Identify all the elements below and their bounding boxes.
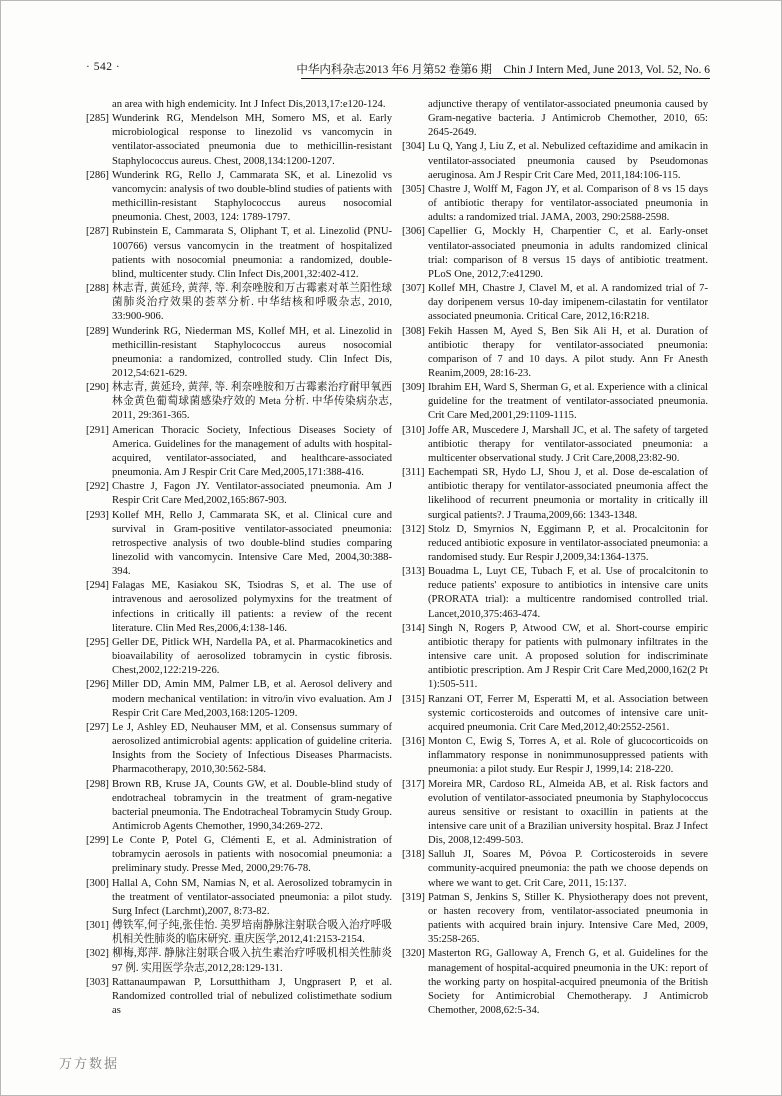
reference-number: [303] [86, 976, 109, 988]
reference-number: [298] [86, 778, 109, 790]
reference-text: Lu Q, Yang J, Liu Z, et al. Nebulized ceftazidime and amikacin in ventilator-associated pneumonia caused by Pseudomonas aeruginosa. Am J Respir Crit Care Med, 2011,184:106-115. [428, 141, 708, 181]
reference-item [86, 480, 392, 508]
reference-number: [288] [86, 283, 109, 295]
reference-item [402, 424, 708, 466]
reference-number: [289] [86, 325, 109, 337]
reference-item [86, 976, 392, 1018]
reference-number: [316] [402, 736, 425, 748]
reference-number: [319] [402, 891, 425, 903]
reference-text: Chastre J, Fagon JY. Ventilator-associated pneumonia. Am J Respir Crit Care Med,2002,165:867-903. [112, 481, 392, 507]
reference-item [402, 622, 708, 693]
reference-text: Eachempati SR, Hydo LJ, Shou J, et al. Dose de-escalation of antibiotic therapy for ventilator-associated pneumonia affect the likelihood of recurrent pneumonia or mortality in critically ill surgical patients?. J Trauma,2009,66: 1343-1348. [428, 467, 708, 521]
reference-item [402, 282, 708, 324]
reference-item [86, 579, 392, 636]
reference-number: [308] [402, 325, 425, 337]
references-left-column [86, 98, 392, 1018]
reference-text: Patman S, Jenkins S, Stiller K. Physiotherapy does not prevent, or hasten recovery from, ventilator-associated pneumonia in patients with acquired brain injury. Intensive Care Med, 2009, 35:258-265. [428, 891, 708, 946]
reference-number: [306] [402, 226, 425, 238]
reference-text: Fekih Hassen M, Ayed S, Ben Sik Ali H, et al. Duration of antibiotic therapy for ventilator-associated pneumonia: comparison of 7 and 10 days. A pilot study. Ann Fr Anesth Reanim,2009, 28:16-23. [428, 325, 708, 379]
reference-text: 柳梅,郑萍. 静脉注射联合吸入抗生素治疗呼吸机相关性肺炎 97 例. 实用医学杂志,2012,28:129-131. [112, 948, 392, 974]
reference-text: 林志青, 黄延玲, 黄萍, 等. 利奈唑胺和万古霉素对革兰阳性球菌肺炎治疗效果的荟萃分析. 中华结核和呼吸杂志, 2010, 33:900-906. [112, 283, 392, 323]
reference-text: Ranzani OT, Ferrer M, Esperatti M, et al. Association between systemic corticosteroids and outcomes of intensive care unit-acquired pneumonia. Crit Care Med,2012,40:2552-2561. [428, 693, 708, 733]
reference-item [402, 565, 708, 622]
reference-item [86, 877, 392, 919]
reference-item [402, 466, 708, 523]
reference-item [402, 848, 708, 890]
reference-item [86, 325, 392, 382]
reference-list-right [402, 140, 708, 1018]
reference-number: [307] [402, 283, 425, 295]
reference-number: [291] [86, 424, 109, 436]
reference-text: Geller DE, Pitlick WH, Nardella PA, et al. Pharmacokinetics and bioavailability of aerosolized tobramycin in cystic fibrosis. Chest,2002,122:219-226. [112, 636, 392, 677]
reference-item [402, 183, 708, 225]
reference-number: [302] [86, 948, 109, 960]
reference-text: Hallal A, Cohn SM, Namias N, et al. Aerosolized tobramycin in the treatment of ventilator-associated pneumonia: a pilot study. Surg Infect (Larchmt),2007, 8:73-82. [112, 877, 392, 917]
reference-number: [311] [402, 467, 425, 479]
reference-text: 傅铁军,何子纯,张佳怡. 美罗培南静脉注射联合吸入治疗呼吸机相关性肺炎的临床研究. 重庆医学,2012,41:2153-2154. [112, 920, 392, 946]
reference-number: [294] [86, 580, 109, 592]
reference-text: Singh N, Rogers P, Atwood CW, et al. Short-course empiric antibiotic therapy for patients with pulmonary infiltrates in the intensive care unit. A proposed solution for indiscriminate antibiotic prescription. Am J Respir Crit Care Med,2000,162(2 Pt 1):505-511. [428, 622, 708, 691]
reference-number: [309] [402, 382, 425, 394]
reference-list-left [86, 112, 392, 1018]
reference-item [402, 381, 708, 423]
reference-text: American Thoracic Society, Infectious Diseases Society of America. Guidelines for the management of adults with hospital-acquired, ventilator-associated, and healthcare-associated pneumonia. Am J Respir Crit Care Med,2005,171:388-416. [112, 424, 392, 479]
reference-text: Rubinstein E, Cammarata S, Oliphant T, et al. Linezolid (PNU-100766) versus vancomycin in the treatment of hospitalized patients with nosocomial pneumonia: a randomized, double-blind, multicenter study. Clin Infect Dis,2001,32:402-412. [112, 226, 392, 280]
reference-number: [301] [86, 920, 109, 932]
reference-text: Brown RB, Kruse JA, Counts GW, et al. Double-blind study of endotracheal tobramycin in the treatment of gram-negative bacterial pneumonia. The Endotracheal Tobramycin Study Group. Antimicrob Agents Chemother, 1990,34:269-272. [112, 778, 392, 832]
reference-number: [318] [402, 849, 425, 861]
reference-number: [304] [402, 141, 425, 153]
reference-text: Ibrahim EH, Ward S, Sherman G, et al. Experience with a clinical guideline for the treatment of ventilator-associated pneumonia. Crit Care Med,2001,29:1109-1115. [428, 382, 708, 422]
reference-number: [320] [402, 948, 425, 960]
reference-number: [290] [86, 382, 109, 394]
reference-number: [296] [86, 679, 109, 691]
reference-item [86, 169, 392, 226]
reference-text: Monton C, Ewig S, Torres A, et al. Role of glucocorticoids on inflammatory response in nonimmunosuppressed patients with pneumonia: a pilot study. Eur Respir J, 1999,14: 218-220. [428, 736, 708, 776]
reference-text: 林志青, 黄延玲, 黄萍, 等. 利奈唑胺和万古霉素治疗耐甲氧西林金黄色葡萄球菌感染疗效的 Meta 分析. 中华传染病杂志, 2011, 29:361-365. [112, 382, 392, 422]
reference-item [86, 636, 392, 678]
reference-item [402, 735, 708, 777]
reference-text: Salluh JI, Soares M, Póvoa P. Corticosteroids in severe community-acquired pneumonia: the path we choose depends on where we want to get. Crit Care, 2011, 15:137. [428, 849, 708, 889]
reference-number: [310] [402, 424, 425, 436]
reference-number: [305] [402, 183, 425, 195]
reference-text: Moreira MR, Cardoso RL, Almeida AB, et al. Risk factors and evolution of ventilator-associated pneumonia by Staphylococcus aureus sensitive or resistant to oxacillin in patients at the intensive care unit of a Brazilian university hospital. Braz J Infect Dis, 2008,12:499-503. [428, 778, 708, 847]
reference-text: Wunderink RG, Niederman MS, Kollef MH, et al. Linezolid in methicillin-resistant Staphylococcus aureus nosocomial pneumonia: a randomized, controlled study. Clin Infect Dis, 2012,54:621-629. [112, 325, 392, 379]
reference-number: [315] [402, 693, 425, 705]
reference-number: [300] [86, 877, 109, 889]
reference-number: [287] [86, 226, 109, 238]
reference-item [402, 140, 708, 182]
reference-number: [317] [402, 778, 425, 790]
reference-text: Stolz D, Smyrnios N, Eggimann P, et al. Procalcitonin for reduced antibiotic exposure in ventilator-associated pneumonia: a randomised study. Eur Respir J,2009,34:1364-1375. [428, 523, 708, 563]
reference-text: Le Conte P, Potel G, Clémenti E, et al. Administration of tobramycin aerosols in patients with nosocomial pneumonia: a preliminary study. Presse Med, 2000,29:76-78. [112, 835, 392, 875]
references-right-column [402, 98, 708, 1018]
reference-carryover: adjunctive therapy of ventilator-associated pneumonia caused by Gram-negative bacteria. J Antimicrob Chemother, 2010, 65: 2645-2649. [428, 99, 708, 139]
reference-number: [297] [86, 721, 109, 733]
reference-item [402, 891, 708, 948]
reference-text: Bouadma L, Luyt CE, Tubach F, et al. Use of procalcitonin to reduce patients' exposure to antibiotics in intensive care units (PRORATA trial): a multicentre randomised controlled trial. Lancet,2010,375:463-474. [428, 566, 708, 620]
reference-item [86, 678, 392, 720]
reference-number: [314] [402, 622, 425, 634]
journal-header-line: 中华内科杂志2013 年6 月第52 卷第6 期 Chin J Intern Med, June 2013, Vol. 52, No. 6 [296, 64, 710, 76]
reference-text: Le J, Ashley ED, Neuhauser MM, et al. Consensus summary of aerosolized antimicrobial agents: application of guideline criteria. Insights from the Society of Infectious Diseases Pharmacists. Pharmacotherapy, 2010,30:562-584. [112, 721, 392, 776]
reference-item [86, 112, 392, 169]
reference-item [86, 919, 392, 947]
reference-text: Rattanaumpawan P, Lorsutthitham J, Ungprasert P, et al. Randomized controlled trial of nebulized colistimethate sodium as [112, 976, 392, 1016]
reference-number: [292] [86, 481, 109, 493]
reference-number: [295] [86, 636, 109, 648]
reference-text: Joffe AR, Muscedere J, Marshall JC, et al. The safety of targeted antibiotic therapy for ventilator-associated pneumonia: a multicenter observational study. J Crit Care,2008,23:82-90. [428, 424, 708, 464]
reference-item [86, 381, 392, 423]
reference-item [402, 225, 708, 282]
reference-item [402, 523, 708, 565]
reference-item [402, 325, 708, 382]
page-number: · 542 · [86, 61, 121, 73]
reference-item [86, 947, 392, 975]
reference-text: Wunderink RG, Rello J, Cammarata SK, et al. Linezolid vs vancomycin: analysis of two double-blind studies of patients with methicillin-resistant Staphylococcus aureus nosocomial pneumonia. Chest, 2003, 124: 1789-1797. [112, 169, 392, 224]
reference-text: Kollef MH, Rello J, Cammarata SK, et al. Clinical cure and survival in Gram-positive ventilator-associated pneumonia: retrospective analysis of two double-blind studies comparing linezolid with vancomycin. Intensive Care Med, 2004,30:388-394. [112, 509, 392, 578]
reference-item [402, 778, 708, 849]
reference-text: Capellier G, Mockly H, Charpentier C, et al. Early-onset ventilator-associated pneumonia in adults randomized clinical trial: comparison of 8 versus 15 days of antibiotic treatment. PLoS One, 2012,7:e41290. [428, 226, 708, 280]
reference-text: Kollef MH, Chastre J, Clavel M, et al. A randomized trial of 7-day doripenem versus 10-day imipenem-cilastatin for ventilator associated pneumonia. Critical Care, 2012,16:R218. [428, 283, 708, 323]
reference-item [86, 778, 392, 835]
reference-number: [312] [402, 523, 425, 535]
reference-text: Chastre J, Wolff M, Fagon JY, et al. Comparison of 8 vs 15 days of antibiotic therapy for ventilator-associated pneumonia in adults: a randomized trial. JAMA, 2003, 290:2588-2598. [428, 183, 708, 224]
reference-item [86, 225, 392, 282]
reference-carryover: an area with high endemicity. Int J Infect Dis,2013,17:e120-124. [112, 99, 386, 110]
reference-item [402, 693, 708, 735]
reference-number: [313] [402, 566, 425, 578]
wanfang-watermark: 万方数据 [59, 1056, 120, 1071]
reference-number: [293] [86, 509, 109, 521]
reference-text: Masterton RG, Galloway A, French G, et al. Guidelines for the management of hospital-acquired pneumonia in the UK: report of the working party on hospital-acquired pneumonia of the British Society for Antimicrobial Chemotherapy. J Antimicrob Chemother, 2008,62:5-34. [428, 948, 708, 1016]
reference-text: Wunderink RG, Mendelson MH, Somero MS, et al. Early microbiological response to linezolid vs vancomycin in ventilator-associated pneumonia due to methicillin-resistant Staphylococcus aureus. Chest, 2008,134:1200-1207. [112, 113, 392, 167]
reference-number: [286] [86, 169, 109, 181]
reference-item [86, 282, 392, 324]
reference-item [86, 509, 392, 580]
reference-text: Falagas ME, Kasiakou SK, Tsiodras S, et al. The use of intravenous and aerosolized polymyxins for the treatment of infections in critically ill patients: a review of the recent literature. Clin Med Res,2006,4:138-146. [112, 580, 392, 634]
reference-item [86, 834, 392, 876]
reference-item [86, 424, 392, 481]
reference-item [402, 947, 708, 1018]
reference-text: Miller DD, Amin MM, Palmer LB, et al. Aerosol delivery and modern mechanical ventilation: in vitro/in vivo evaluation. Am J Respir Crit Care Med,2003,168:1205-1209. [112, 679, 392, 719]
reference-item [86, 721, 392, 778]
header-rule [301, 78, 710, 79]
reference-number: [285] [86, 113, 109, 125]
reference-number: [299] [86, 835, 109, 847]
